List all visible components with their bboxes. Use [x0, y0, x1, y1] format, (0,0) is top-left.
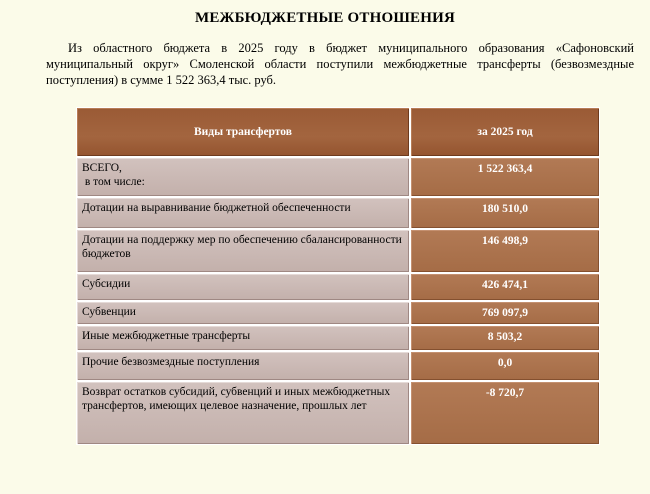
header-transfer-types: Виды трансфертов	[76, 107, 410, 157]
table-row-label: Дотации на поддержку мер по обеспечению сбалансированности бюджетов	[76, 229, 410, 273]
table-row-value: 180 510,0	[410, 197, 600, 229]
table-row-label: Иные межбюджетные трансферты	[76, 325, 410, 351]
intro-paragraph: Из областного бюджета в 2025 году в бюджет муниципального образования «Сафоновский муниципальный округ» Смоленской области поступили межбюджетные трансферты (безвозмездные поступления) в сумме 1 522 363,4 тыс. руб.	[46, 41, 634, 87]
row-label: ВСЕГО,	[82, 162, 122, 174]
table-row-value: 426 474,1	[410, 273, 600, 301]
table-row-label: Субвенции	[76, 301, 410, 325]
table-row-value: 0,0	[410, 351, 600, 381]
table-row-label: Возврат остатков субсидий, субвенций и иных межбюджетных трансфертов, имеющих целевое назначение, прошлых лет	[76, 381, 410, 445]
table-row-total-label	[76, 157, 410, 197]
transfers-table	[76, 107, 600, 445]
header-year-2025: за 2025 год	[410, 107, 600, 157]
page-title: МЕЖБЮДЖЕТНЫЕ ОТНОШЕНИЯ	[194, 10, 456, 26]
row-sublabel: в том числе:	[82, 176, 145, 188]
table-row-value: 8 503,2	[410, 325, 600, 351]
table-row-label: Прочие безвозмездные поступления	[76, 351, 410, 381]
table-row-label: Дотации на выравнивание бюджетной обеспеченности	[76, 197, 410, 229]
table-row-total-value: 1 522 363,4	[410, 157, 600, 197]
table-row-value: -8 720,7	[410, 381, 600, 445]
table-row-value: 146 498,9	[410, 229, 600, 273]
table-row-label: Субсидии	[76, 273, 410, 301]
table-row-value: 769 097,9	[410, 301, 600, 325]
